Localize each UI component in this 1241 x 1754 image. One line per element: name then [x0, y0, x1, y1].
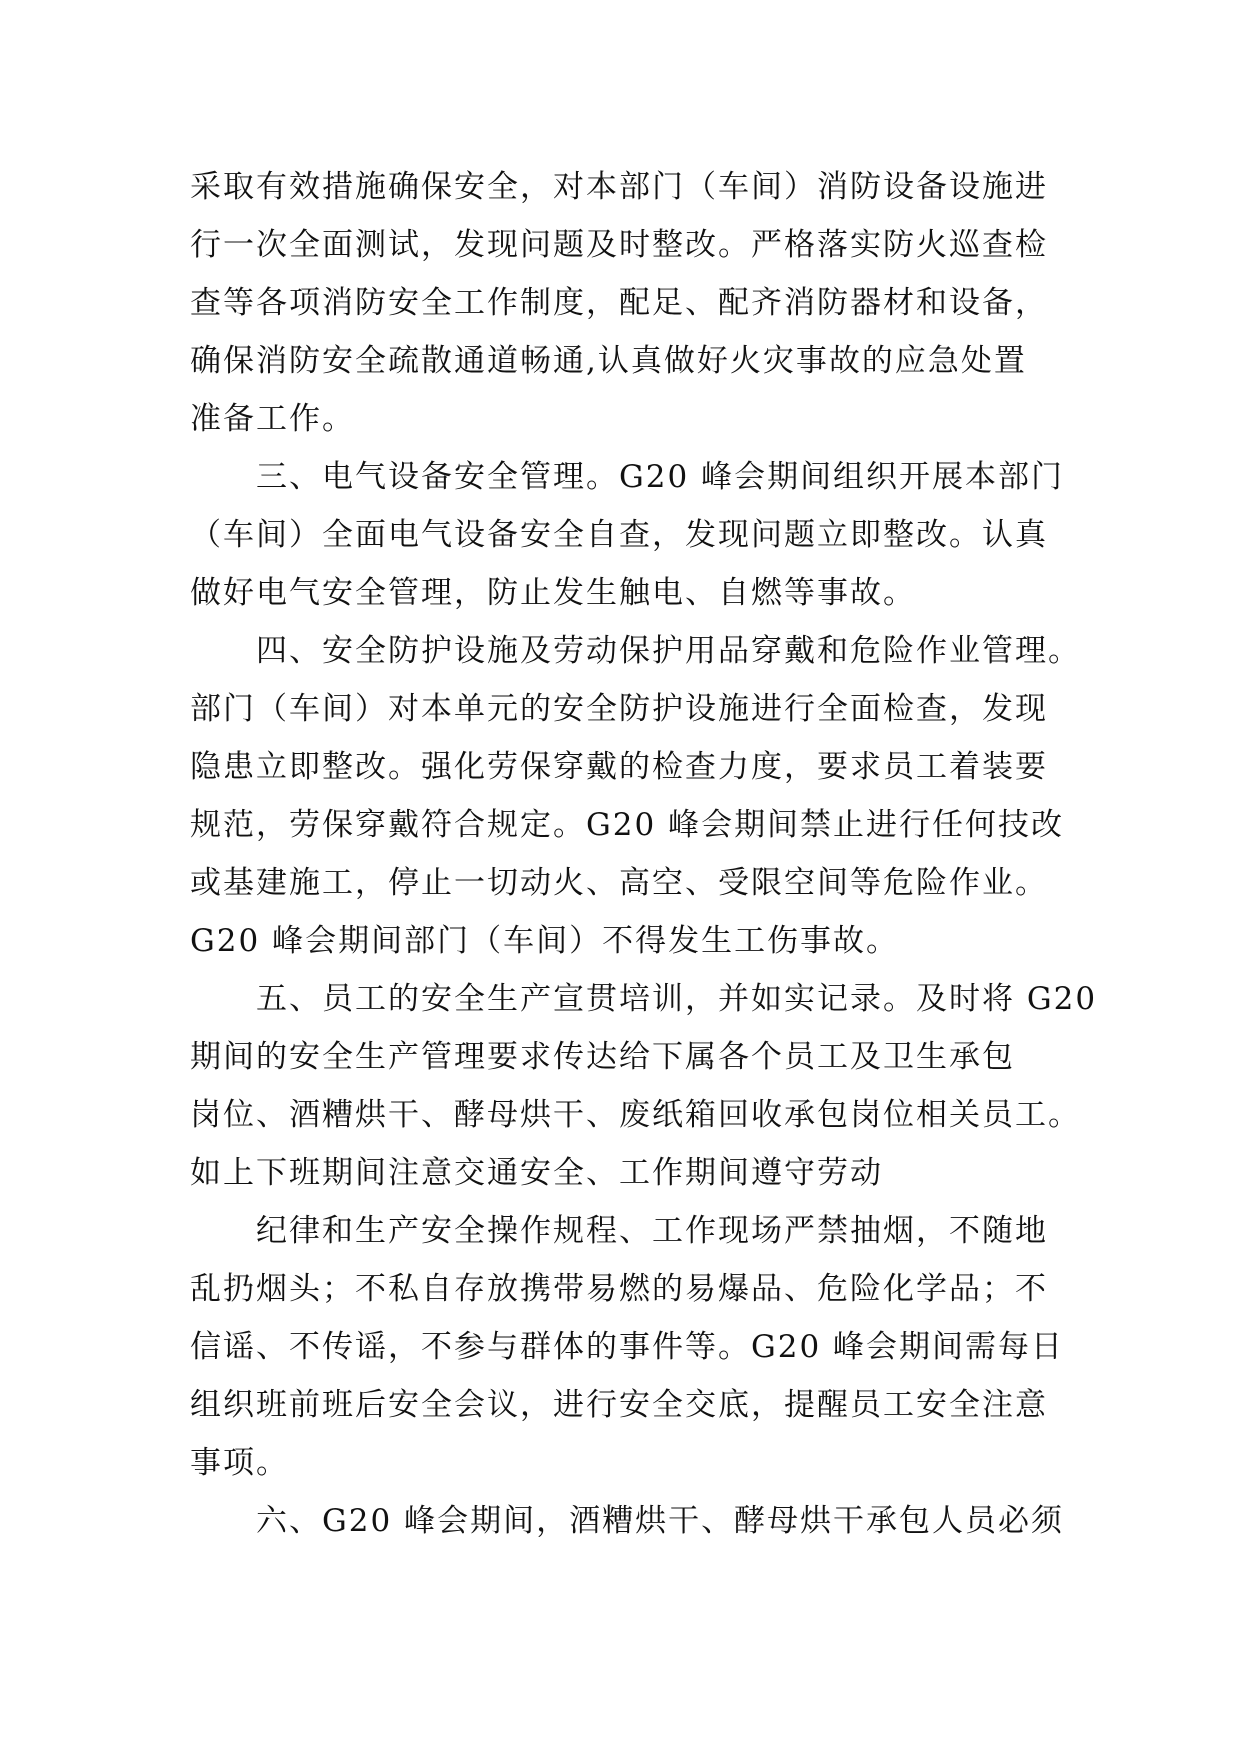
text-line: 确保消防安全疏散通道畅通,认真做好火灾事故的应急处置 — [190, 343, 1027, 379]
text-line: 如上下班期间注意交通安全、工作期间遵守劳动 — [190, 1155, 883, 1191]
paragraph-heading-6: 六、G20 峰会期间，酒糟烘干、酵母烘干承包人员必须 — [256, 1503, 1065, 1539]
text-line: 岗位、酒糟烘干、酵母烘干、废纸箱回收承包岗位相关员工。 — [190, 1097, 1081, 1133]
text-line: （车间）全面电气设备安全自查，发现问题立即整改。认真 — [190, 517, 1048, 553]
text-line: G20 峰会期间部门（车间）不得发生工伤事故。 — [190, 923, 900, 959]
text-line: 纪律和生产安全操作规程、工作现场严禁抽烟，不随地 — [256, 1213, 1048, 1249]
paragraph-heading-5: 五、员工的安全生产宣贯培训，并如实记录。及时将 G20 — [256, 981, 1098, 1017]
text-line: 采取有效措施确保安全，对本部门（车间）消防设备设施进 — [190, 169, 1048, 205]
paragraph-heading-4: 四、安全防护设施及劳动保护用品穿戴和危险作业管理。 — [256, 633, 1081, 669]
text-line: 准备工作。 — [190, 401, 355, 437]
text-line: 乱扔烟头；不私自存放携带易燃的易爆品、危险化学品；不 — [190, 1271, 1048, 1307]
text-line: 做好电气安全管理，防止发生触电、自燃等事故。 — [190, 575, 916, 611]
paragraph-heading-3: 三、电气设备安全管理。G20 峰会期间组织开展本部门 — [256, 459, 1065, 495]
text-line: 事项。 — [190, 1445, 289, 1481]
text-line: 组织班前班后安全会议，进行安全交底，提醒员工安全注意 — [190, 1387, 1048, 1423]
text-line: 规范，劳保穿戴符合规定。G20 峰会期间禁止进行任何技改 — [190, 807, 1065, 843]
text-line: 隐患立即整改。强化劳保穿戴的检查力度，要求员工着装要 — [190, 749, 1048, 785]
text-line: 期间的安全生产管理要求传达给下属各个员工及卫生承包 — [190, 1039, 1015, 1075]
text-line: 信谣、不传谣，不参与群体的事件等。G20 峰会期间需每日 — [190, 1329, 1065, 1365]
text-line: 或基建施工，停止一切动火、高空、受限空间等危险作业。 — [190, 865, 1048, 901]
text-line: 查等各项消防安全工作制度，配足、配齐消防器材和设备， — [190, 285, 1048, 321]
text-line: 行一次全面测试，发现问题及时整改。严格落实防火巡查检 — [190, 227, 1048, 263]
text-line: 部门（车间）对本单元的安全防护设施进行全面检查，发现 — [190, 691, 1048, 727]
